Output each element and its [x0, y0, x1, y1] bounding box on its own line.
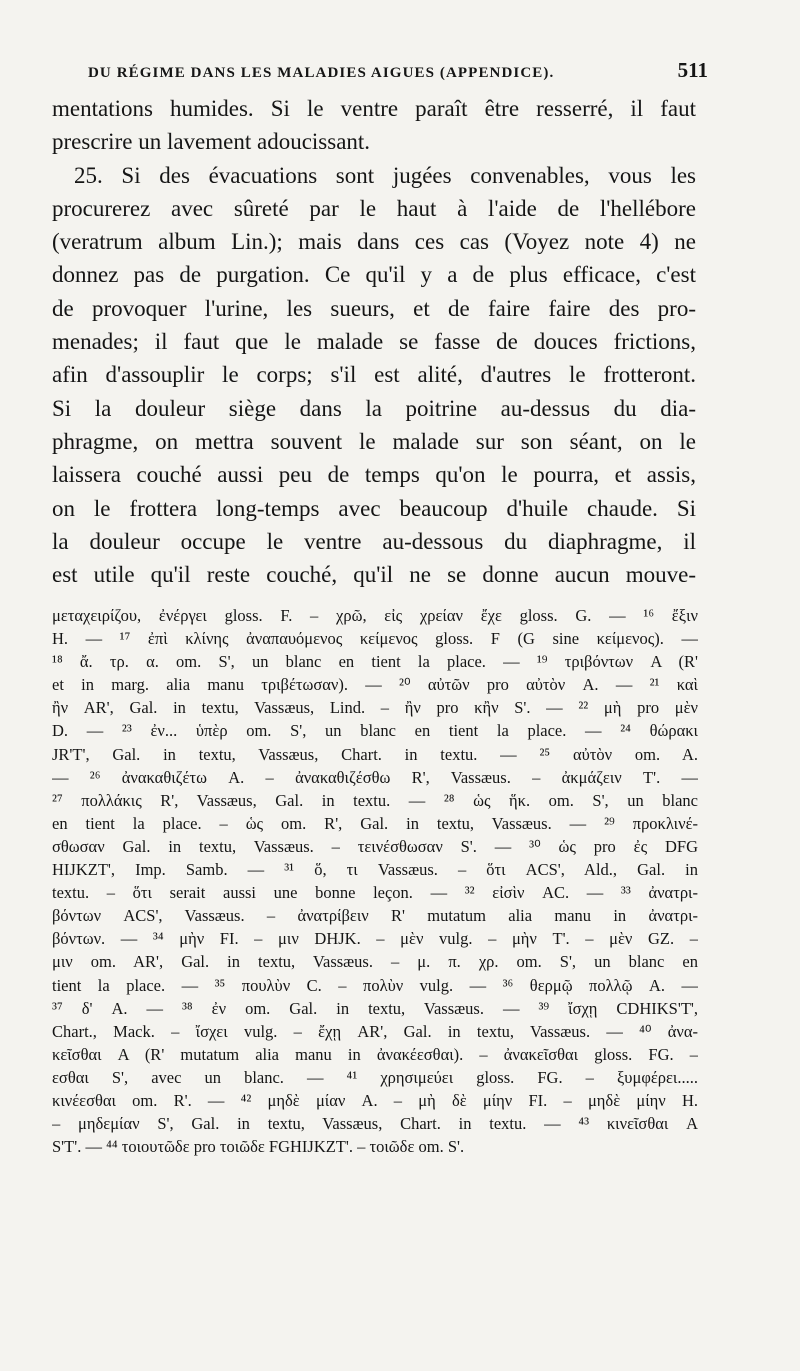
footnote-line: βόντων ACS', Vassæus. – ἀνατρίβειν R' mutatum alia manu in ἀνατρι- [52, 906, 698, 926]
footnotes [52, 604, 698, 1158]
text-line: de provoquer l'urine, les sueurs, et de faire faire des pro- [52, 295, 696, 321]
footnote-line: βόντων. — ³⁴ μὴν FI. – μιν DHJK. – μὲν vulg. – μὴν T'. – μὲν GZ. – [52, 929, 698, 949]
footnote-line: ²⁷ πολλάκις R', Vassæus, Gal. in textu. — ²⁸ ὡς ἥκ. om. S', un blanc [52, 790, 698, 810]
footnote-line: H. — ¹⁷ ἐπὶ κλίνης ἀναπαυόμενος κείμενος gloss. F (G sine κείμενος). — [52, 629, 698, 649]
page-number: 511 [677, 58, 708, 82]
text-line: donnez pas de purgation. Ce qu'il y a de plus efficace, c'est [52, 262, 696, 288]
text-line: menades; il faut que le malade se fasse de douces frictions, [52, 329, 696, 355]
footnote-line: — ²⁶ ἀνακαθιζέτω A. – ἀνακαθιζέσθω R', Vassæus. – ἀκμάζειν T'. — [52, 767, 698, 787]
text-line: Si la douleur siège dans la poitrine au-dessus du dia- [52, 395, 696, 421]
text-line: phragme, on mettra souvent le malade sur son séant, on le [52, 428, 696, 454]
text-line: procurerez avec sûreté par le haut à l'aide de l'hellébore [52, 195, 696, 221]
footnote-line: JR'T', Gal. in textu, Vassæus, Chart. in textu. — ²⁵ αὐτὸν om. A. [52, 744, 698, 764]
main-text [52, 92, 696, 591]
text-line: (veratrum album Lin.); mais dans ces cas (Voyez note 4) ne [52, 229, 696, 255]
footnote-line: εσθαι S', avec un blanc. — ⁴¹ χρησιμεύει gloss. FG. – ξυμφέρει..... [52, 1067, 698, 1087]
text-line: prescrire un lavement adoucissant. [52, 129, 371, 155]
text-line: 25. Si des évacuations sont jugées convenables, vous les [74, 162, 696, 188]
footnote-line: ἢν AR', Gal. in textu, Vassæus, Lind. – ἢν pro κἢν S'. — ²² μὴ pro μὲν [52, 698, 698, 718]
footnote-line: en tient la place. – ὡς om. R', Gal. in textu, Vassæus. — ²⁹ προκλινέ- [52, 813, 698, 833]
footnote-line: σθωσαν Gal. in textu, Vassæus. – τεινέσθωσαν S'. — ³⁰ ὡς pro ἐς DFG [52, 836, 698, 856]
footnote-line: Chart., Mack. – ἴσχει vulg. – ἔχῃ AR', Gal. in textu, Vassæus. — ⁴⁰ ἀνα- [52, 1021, 698, 1041]
footnote-line: textu. – ὅτι serait aussi une bonne leçon. — ³² εἰσὶν AC. — ³³ ἀνατρι- [52, 883, 698, 903]
text-line: on le frottera long-temps avec beaucoup d'huile chaude. Si [52, 495, 696, 521]
running-title: DU RÉGIME DANS LES MALADIES AIGUES (APPENDICE). [88, 65, 555, 81]
footnote-line: – μηδεμίαν S', Gal. in textu, Vassæus, Chart. in textu. — ⁴³ κινεῖσθαι A [52, 1114, 698, 1134]
text-line: la douleur occupe le ventre au-dessous du diaphragme, il [52, 528, 696, 554]
footnote-line: tient la place. — ³⁵ πουλὺν C. – πολὺν vulg. — ³⁶ θερμῷ πολλῷ A. — [52, 975, 698, 995]
text-line: est utile qu'il reste couché, qu'il ne se donne aucun mouve- [52, 562, 696, 588]
footnote-line: κινέεσθαι om. R'. — ⁴² μηδὲ μίαν A. – μὴ δὲ μίην FI. – μηδὲ μίην H. [52, 1090, 698, 1110]
footnote-line: S'T'. — ⁴⁴ τοιουτῶδε pro τοιῶδε FGHIJKZT'. – τοιῶδε om. S'. [52, 1137, 465, 1157]
footnote-line: μεταχειρίζου, ἐνέργει gloss. F. – χρῶ, εἰς χρείαν ἔχε gloss. G. — ¹⁶ ἔξιν [52, 606, 698, 625]
footnote-line: HIJKZT', Imp. Samb. — ³¹ ὅ, τι Vassæus. – ὅτι ACS', Ald., Gal. in [52, 860, 698, 880]
footnote-line: ¹⁸ ἄ. τρ. α. om. S', un blanc en tient la place. — ¹⁹ τριβόντων A (R' [52, 652, 698, 672]
text-line: afin d'assouplir le corps; s'il est alité, d'autres le frotteront. [52, 362, 696, 388]
footnote-line: μιν om. AR', Gal. in textu, Vassæus. – μ. π. χρ. om. S', un blanc en [52, 952, 698, 972]
footnote-line: ³⁷ δ' A. — ³⁸ ἐν om. Gal. in textu, Vassæus. — ³⁹ ἴσχῃ CDHIKS'T', [52, 998, 698, 1018]
footnote-line: D. — ²³ ἐν... ὑπὲρ om. S', un blanc en tient la place. — ²⁴ θώρακι [52, 721, 698, 741]
footnote-line: et in marg. alia manu τριβέτωσαν). — ²⁰ αὐτῶν pro αὐτὸν A. — ²¹ καὶ [52, 675, 698, 695]
running-head [88, 58, 708, 88]
text-line: laissera couché aussi peu de temps qu'on le pourra, et assis, [52, 462, 696, 488]
text-line: mentations humides. Si le ventre paraît être resserré, il faut [52, 96, 696, 121]
footnote-line: κεῖσθαι A (R' mutatum alia manu in ἀνακέεσθαι). – ἀνακεῖσθαι gloss. FG. – [52, 1044, 698, 1064]
